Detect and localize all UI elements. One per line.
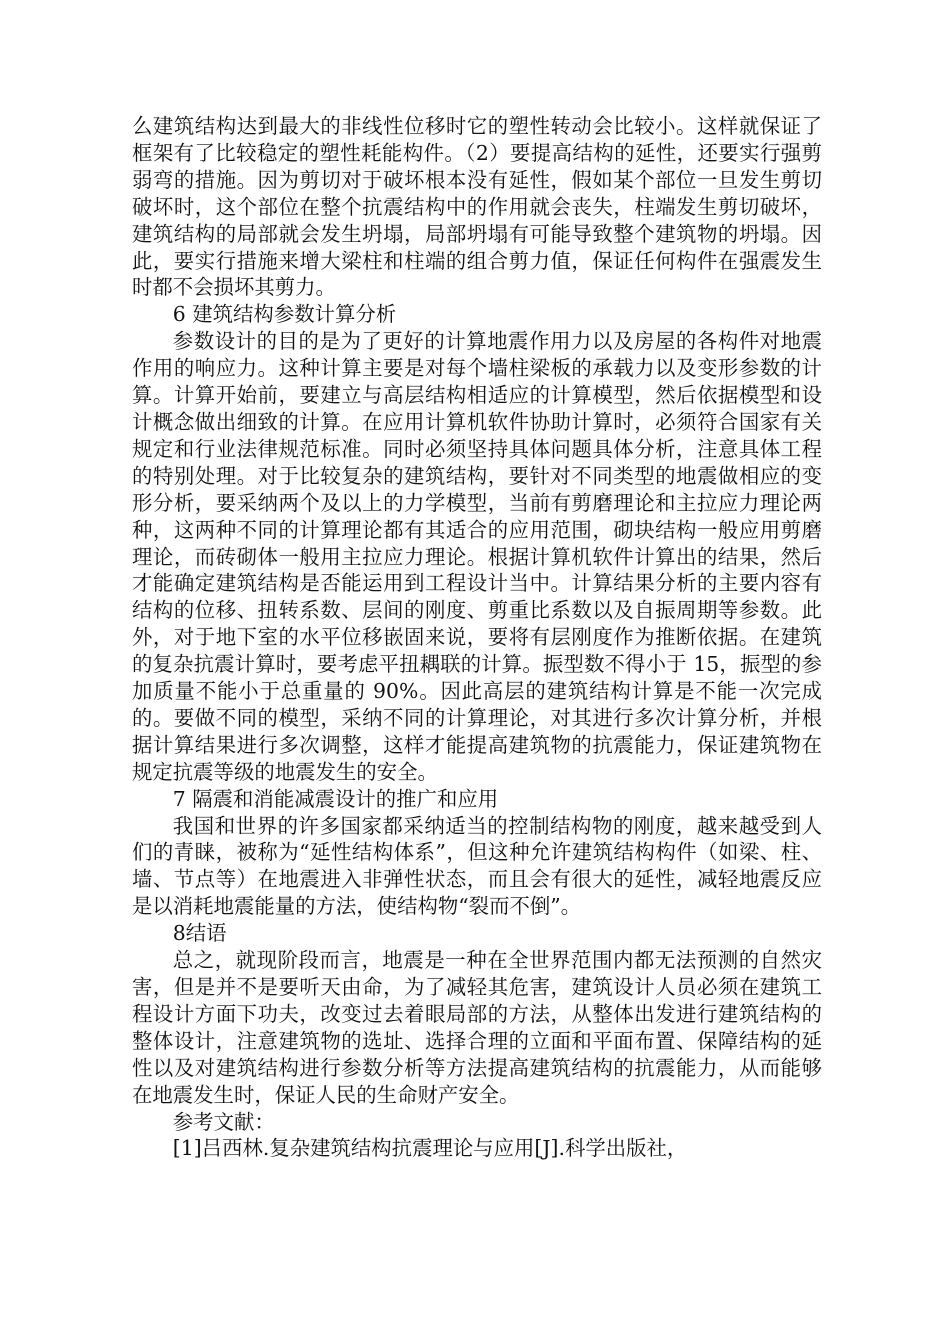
section-heading-8: 8结语 (172, 921, 227, 946)
references-heading: 参考文献： (172, 1109, 275, 1134)
document-page (132, 113, 822, 1162)
section-heading-7: 7 隔震和消能减震设计的推广和应用 (172, 786, 499, 811)
section-heading-6: 6 建筑结构参数计算分析 (172, 302, 397, 327)
reference-item: [1]吕西林.复杂建筑结构抗震理论与应用[J].科学出版社， (172, 1136, 688, 1161)
paragraph-parameter-analysis: 参数设计的目的是为了更好的计算地震作用力以及房屋的各构件对地震作用的响应力。这种计算主要是对每个墙柱梁板的承载力以及变形参数的计算。计算开始前，要建立与高层结构相适应的计算模型，然后依据模型和设计概念做出细致的计算。在应用计算机软件协助计算时，必须符合国家有关规定和行业法律规范标准。同时必须坚持具体问题具体分析，注意具体工程的特别处理。对于比较复杂的建筑结构，要针对不同类型的地震做相应的变形分析，要采纳两个及以上的力学模型，当前有剪磨理论和主拉应力理论两种，这两种不同的计算理论都有其适合的应用范围，砌块结构一般应用剪磨理论，而砖砌体一般用主拉应力理论。根据计算机软件计算出的结果，然后才能确定建筑结构是否能运用到工程设计当中。计算结果分析的主要内容有结构的位移、扭转系数、层间的刚度、剪重比系数以及自振周期等参数。此外，对于地下室的水平位移嵌固来说，要将有层刚度作为推断依据。在建筑的复杂抗震计算时，要考虑平扭耦联的计算。振型数不得小于 15，振型的参加质量不能小于总重量的 90%。因此高层的建筑结构计算是不能一次完成的。要做不同的模型，采纳不同的计算理论，对其进行多次计算分析，并根据计算结果进行多次调整，这样才能提高建筑物的抗震能力，保证建筑物在规定抗震等级的地震发生的安全。 (132, 329, 822, 784)
paragraph-continuation: 么建筑结构达到最大的非线性位移时它的塑性转动会比较小。这样就保证了框架有了比较稳定的塑性耗能构件。（2）要提高结构的延性，还要实行强剪弱弯的措施。因为剪切对于破坏根本没有延性，假如某个部位一旦发生剪切破坏时，这个部位在整个抗震结构中的作用就会丧失，柱端发生剪切破坏，建筑结构的局部就会发生坍塌，局部坍塌有可能导致整个建筑物的坍塌。因此，要实行措施来增大梁柱和柱端的组合剪力值，保证任何构件在强震发生时都不会损坏其剪力。 (132, 114, 822, 300)
paragraph-conclusion: 总之，就现阶段而言，地震是一种在全世界范围内都无法预测的自然灾害，但是并不是要听天由命，为了减轻其危害，建筑设计人员必须在建筑工程设计方面下功夫，改变过去着眼局部的方法，从整体出发进行建筑结构的整体设计，注意建筑物的选址、选择合理的立面和平面布置、保障结构的延性以及对建筑结构进行参数分析等方法提高建筑结构的抗震能力，从而能够在地震发生时，保证人民的生命财产安全。 (132, 948, 822, 1107)
paragraph-isolation: 我国和世界的许多国家都采纳适当的控制结构物的刚度，越来越受到人们的青睐，被称为“延性结构体系”，但这种允许建筑结构构件（如梁、柱、墙、节点等）在地震进入非弹性状态，而且会有很大的延性，减轻地震反应是以消耗地震能量的方法，使结构物“裂而不倒”。 (132, 813, 822, 919)
